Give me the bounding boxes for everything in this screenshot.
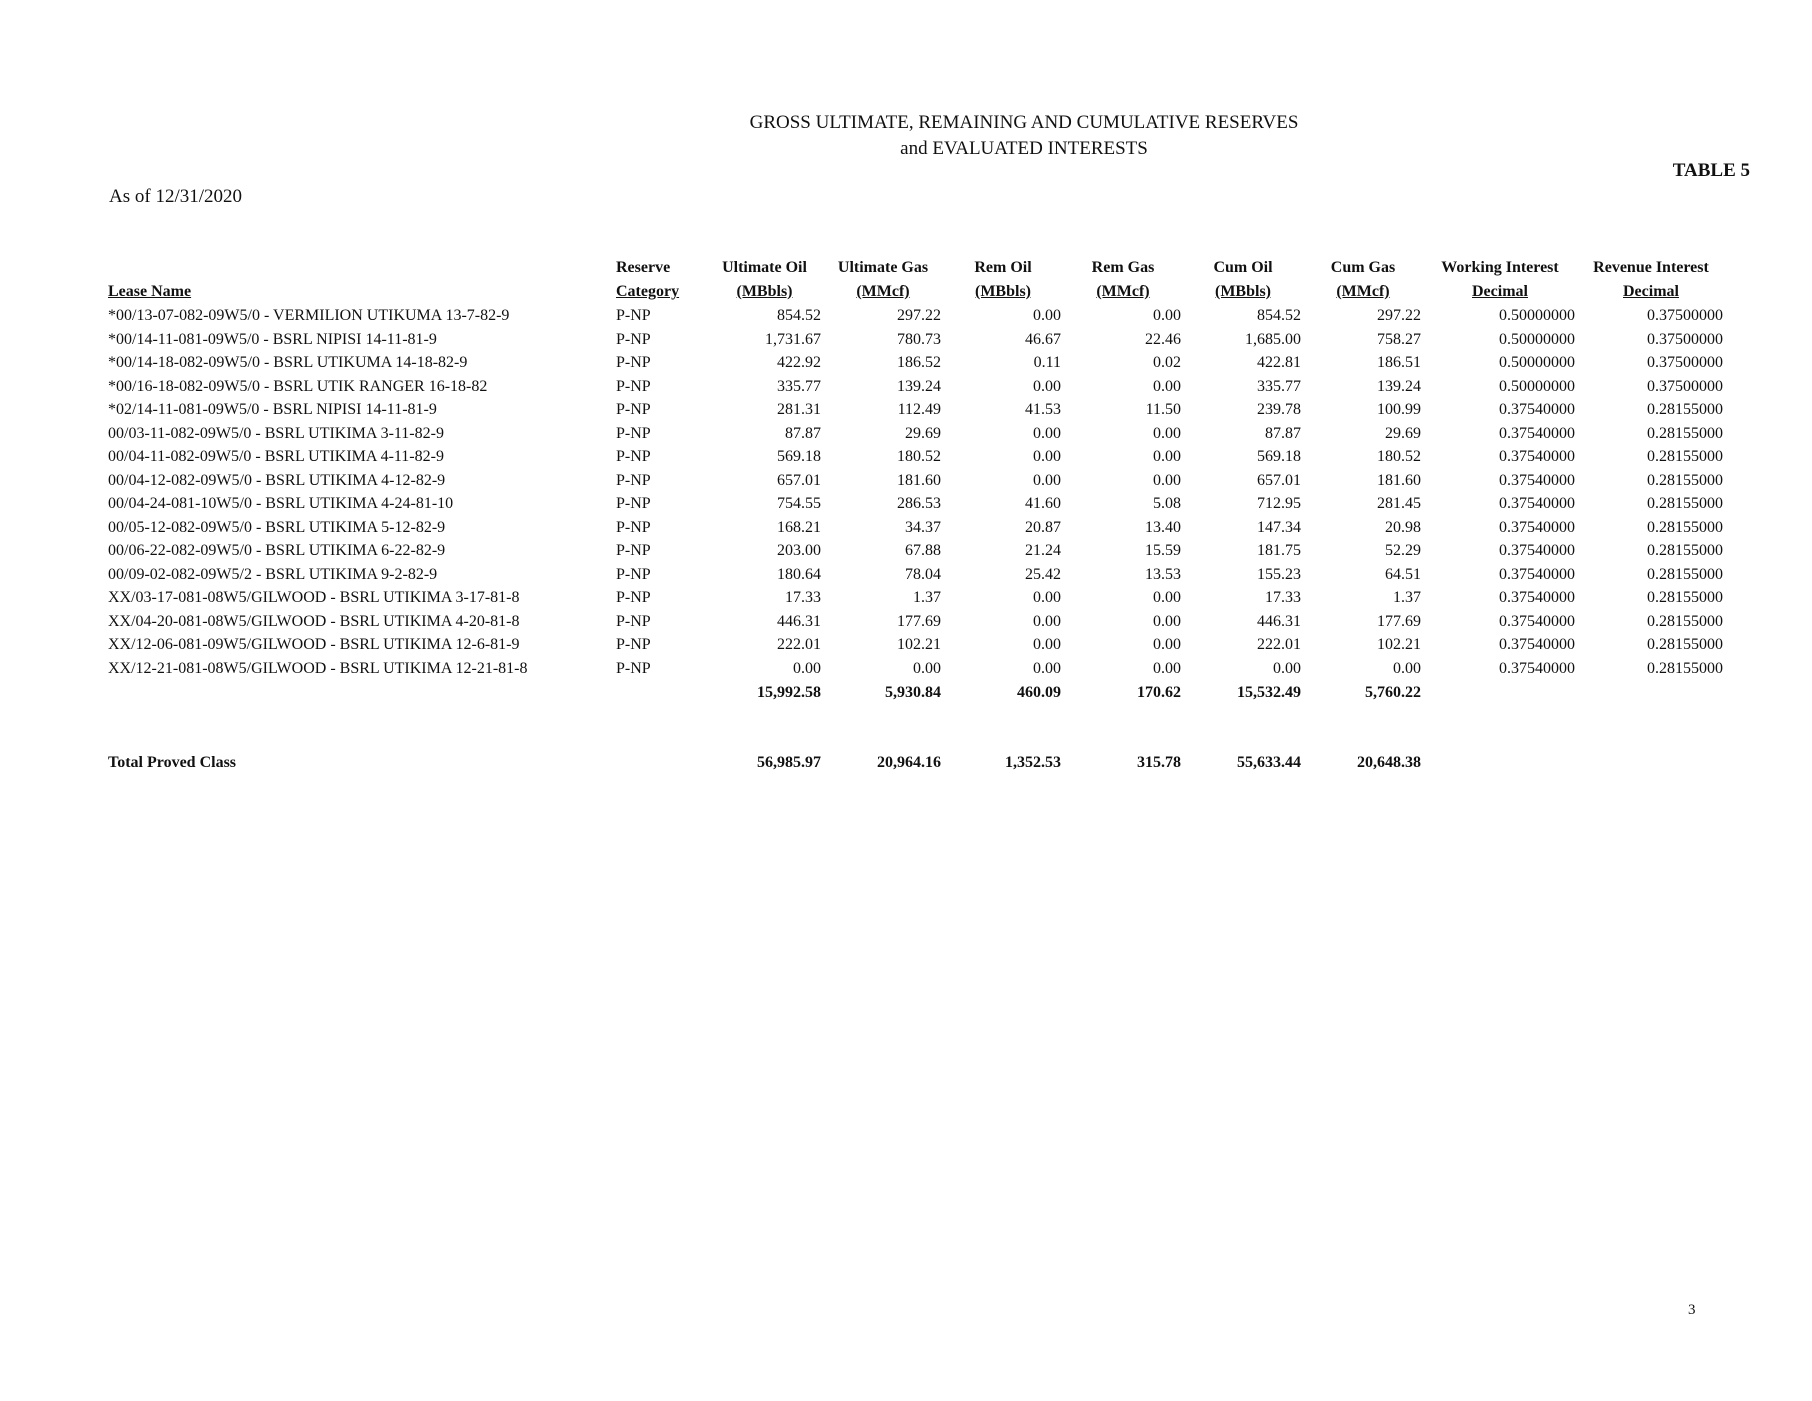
reserve-category-cell: P-NP xyxy=(616,424,651,442)
ultimate-gas-cell: 67.88 xyxy=(905,542,941,559)
col-rem-gas-top: Rem Gas xyxy=(1091,259,1155,276)
table-row xyxy=(106,304,1725,328)
ultimate-gas-cell: 34.37 xyxy=(905,518,941,536)
ultimate-gas-cell: 177.69 xyxy=(897,612,941,630)
ultimate-oil-cell: 180.64 xyxy=(777,565,821,583)
lease-name-cell: *00/16-18-082-09W5/0 - BSRL UTIK RANGER 16-18-82 xyxy=(108,377,488,395)
title-line-2: and EVALUATED INTERESTS xyxy=(900,138,1148,159)
total-cum-oil: 55,633.44 xyxy=(1237,754,1301,771)
lease-name-cell: *00/14-18-082-09W5/0 - BSRL UTIKUMA 14-18-82-9 xyxy=(108,354,468,371)
cum-oil-cell: 222.01 xyxy=(1257,636,1301,653)
ultimate-oil-cell: 446.31 xyxy=(777,612,821,630)
table-row xyxy=(106,492,1725,516)
rem-gas-cell: 0.00 xyxy=(1153,424,1181,442)
working-interest-cell: 0.37540000 xyxy=(1499,589,1575,606)
table-row xyxy=(106,633,1725,657)
ultimate-oil-cell: 1,731.67 xyxy=(765,330,821,348)
reserve-category-cell: P-NP xyxy=(616,495,651,512)
lease-name-cell: 00/05-12-082-09W5/0 - BSRL UTIKIMA 5-12-82-9 xyxy=(108,518,446,536)
rem-oil-cell: 0.00 xyxy=(1033,612,1061,630)
cum-gas-cell: 1.37 xyxy=(1393,589,1421,606)
ultimate-oil-cell: 281.31 xyxy=(777,401,821,418)
ultimate-gas-cell: 297.22 xyxy=(897,307,941,324)
ultimate-gas-cell: 78.04 xyxy=(905,565,941,583)
reserve-category-cell: P-NP xyxy=(616,377,651,395)
total-label: Total Proved Class xyxy=(108,754,237,771)
rem-oil-cell: 41.60 xyxy=(1025,495,1061,512)
total-ult-gas: 20,964.16 xyxy=(877,754,941,771)
total-row xyxy=(106,750,1725,776)
page-number: 3 xyxy=(1688,1302,1696,1318)
ultimate-gas-cell: 1.37 xyxy=(913,589,941,606)
working-interest-cell: 0.50000000 xyxy=(1499,307,1575,324)
revenue-interest-cell: 0.37500000 xyxy=(1647,307,1723,324)
ultimate-gas-cell: 29.69 xyxy=(905,424,941,442)
lease-name-cell: 00/04-12-082-09W5/0 - BSRL UTIKIMA 4-12-82-9 xyxy=(108,471,446,489)
rem-oil-cell: 0.00 xyxy=(1033,659,1061,677)
working-interest-cell: 0.37540000 xyxy=(1499,612,1575,630)
rem-gas-cell: 13.40 xyxy=(1145,518,1181,536)
rem-gas-cell: 0.00 xyxy=(1153,471,1181,489)
subtotal-row xyxy=(106,680,1725,706)
reserve-category-cell: P-NP xyxy=(616,589,651,606)
cum-oil-cell: 1,685.00 xyxy=(1245,330,1301,348)
col-ri-top: Revenue Interest xyxy=(1593,259,1709,276)
cum-oil-cell: 181.75 xyxy=(1257,542,1301,559)
working-interest-cell: 0.37540000 xyxy=(1499,448,1575,465)
lease-name-cell: 00/04-11-082-09W5/0 - BSRL UTIKIMA 4-11-82-9 xyxy=(108,448,444,465)
lease-name-cell: *02/14-11-081-09W5/0 - BSRL NIPISI 14-11-81-9 xyxy=(108,401,437,418)
cum-gas-cell: 180.52 xyxy=(1377,448,1421,465)
col-cum-oil-unit: (MBbls) xyxy=(1215,283,1271,300)
table-row xyxy=(106,398,1725,422)
cum-gas-cell: 29.69 xyxy=(1385,424,1421,442)
cum-gas-cell: 20.98 xyxy=(1385,518,1421,536)
reserve-category-cell: P-NP xyxy=(616,471,651,489)
subtotal-rem-gas: 170.62 xyxy=(1137,684,1181,701)
rem-gas-cell: 5.08 xyxy=(1153,495,1181,512)
cum-oil-cell: 657.01 xyxy=(1257,471,1301,489)
lease-name-cell: *00/14-11-081-09W5/0 - BSRL NIPISI 14-11-81-9 xyxy=(108,330,437,348)
revenue-interest-cell: 0.28155000 xyxy=(1647,612,1723,630)
rem-gas-cell: 0.00 xyxy=(1153,448,1181,465)
reserve-category-cell: P-NP xyxy=(616,659,651,677)
rem-gas-cell: 0.00 xyxy=(1153,612,1181,630)
reserves-table xyxy=(106,256,1725,776)
ultimate-oil-cell: 854.52 xyxy=(777,307,821,324)
cum-oil-cell: 446.31 xyxy=(1257,612,1301,630)
rem-oil-cell: 0.00 xyxy=(1033,636,1061,653)
rem-oil-cell: 0.00 xyxy=(1033,448,1061,465)
reserve-category-cell: P-NP xyxy=(616,354,651,371)
rem-oil-cell: 0.00 xyxy=(1033,307,1061,324)
ultimate-oil-cell: 657.01 xyxy=(777,471,821,489)
cum-oil-cell: 569.18 xyxy=(1257,448,1301,465)
rem-oil-cell: 0.11 xyxy=(1033,354,1061,371)
ultimate-oil-cell: 17.33 xyxy=(785,589,821,606)
reserve-category-cell: P-NP xyxy=(616,401,651,418)
table-row xyxy=(106,445,1725,469)
ultimate-oil-cell: 422.92 xyxy=(777,354,821,371)
revenue-interest-cell: 0.28155000 xyxy=(1647,659,1723,677)
table-row xyxy=(106,516,1725,540)
col-wi-top: Working Interest xyxy=(1441,259,1559,276)
title-line-1: GROSS ULTIMATE, REMAINING AND CUMULATIVE RESERVES xyxy=(749,112,1299,133)
cum-gas-cell: 758.27 xyxy=(1377,330,1421,348)
table-row xyxy=(106,328,1725,352)
reserve-category-cell: P-NP xyxy=(616,612,651,630)
cum-gas-cell: 281.45 xyxy=(1377,495,1421,512)
table-label: TABLE 5 xyxy=(1672,160,1750,181)
col-category-top: Reserve xyxy=(616,259,671,276)
rem-oil-cell: 21.24 xyxy=(1025,542,1061,559)
revenue-interest-cell: 0.28155000 xyxy=(1647,542,1723,559)
working-interest-cell: 0.37540000 xyxy=(1499,495,1575,512)
lease-name-cell: 00/09-02-082-09W5/2 - BSRL UTIKIMA 9-2-82-9 xyxy=(108,565,438,583)
col-cum-gas-unit: (MMcf) xyxy=(1336,283,1390,300)
reserve-category-cell: P-NP xyxy=(616,636,651,653)
rem-gas-cell: 0.00 xyxy=(1153,589,1181,606)
cum-gas-cell: 64.51 xyxy=(1385,565,1421,583)
reserve-category-cell: P-NP xyxy=(616,330,651,348)
lease-name-cell: XX/04-20-081-08W5/GILWOOD - BSRL UTIKIMA 4-20-81-8 xyxy=(108,612,520,630)
working-interest-cell: 0.37540000 xyxy=(1499,542,1575,559)
reserve-category-cell: P-NP xyxy=(616,565,651,583)
revenue-interest-cell: 0.28155000 xyxy=(1647,589,1723,606)
cum-gas-cell: 52.29 xyxy=(1385,542,1421,559)
rem-gas-cell: 0.02 xyxy=(1153,354,1181,371)
col-ult-gas-top: Ultimate Gas xyxy=(837,259,929,276)
rem-oil-cell: 25.42 xyxy=(1025,565,1061,583)
ultimate-gas-cell: 780.73 xyxy=(897,330,941,348)
total-cum-gas: 20,648.38 xyxy=(1357,754,1421,771)
rem-oil-cell: 0.00 xyxy=(1033,589,1061,606)
table-row xyxy=(106,539,1725,563)
working-interest-cell: 0.37540000 xyxy=(1499,565,1575,583)
col-cum-gas-top: Cum Gas xyxy=(1330,259,1396,276)
rem-gas-cell: 0.00 xyxy=(1153,659,1181,677)
table-row xyxy=(106,375,1725,399)
cum-oil-cell: 239.78 xyxy=(1257,401,1301,418)
subtotal-rem-oil: 460.09 xyxy=(1017,684,1061,701)
working-interest-cell: 0.37540000 xyxy=(1499,659,1575,677)
header-row-bottom xyxy=(106,280,1725,304)
working-interest-cell: 0.50000000 xyxy=(1499,354,1575,371)
cum-oil-cell: 854.52 xyxy=(1257,307,1301,324)
col-rem-oil-top: Rem Oil xyxy=(974,259,1032,276)
col-lease-top xyxy=(106,256,614,280)
table-row xyxy=(106,469,1725,493)
working-interest-cell: 0.50000000 xyxy=(1499,330,1575,348)
rem-gas-cell: 22.46 xyxy=(1145,330,1181,348)
rem-oil-cell: 41.53 xyxy=(1025,401,1061,418)
revenue-interest-cell: 0.28155000 xyxy=(1647,448,1723,465)
lease-name-cell: 00/03-11-082-09W5/0 - BSRL UTIKIMA 3-11-82-9 xyxy=(108,424,444,442)
ultimate-oil-cell: 0.00 xyxy=(793,659,821,677)
col-cum-oil-top: Cum Oil xyxy=(1213,259,1273,276)
revenue-interest-cell: 0.28155000 xyxy=(1647,636,1723,653)
cum-gas-cell: 181.60 xyxy=(1377,471,1421,489)
ultimate-oil-cell: 754.55 xyxy=(777,495,821,512)
ultimate-oil-cell: 168.21 xyxy=(777,518,821,536)
ultimate-gas-cell: 139.24 xyxy=(897,377,941,395)
working-interest-cell: 0.37540000 xyxy=(1499,424,1575,442)
cum-oil-cell: 17.33 xyxy=(1265,589,1301,606)
lease-name-cell: *00/13-07-082-09W5/0 - VERMILION UTIKUMA 13-7-82-9 xyxy=(108,307,510,324)
lease-name-cell: XX/12-06-081-09W5/GILWOOD - BSRL UTIKIMA 12-6-81-9 xyxy=(108,636,520,653)
cum-gas-cell: 186.51 xyxy=(1377,354,1421,371)
ultimate-oil-cell: 203.00 xyxy=(777,542,821,559)
rem-gas-cell: 15.59 xyxy=(1145,542,1181,559)
ultimate-gas-cell: 0.00 xyxy=(913,659,941,677)
table-row xyxy=(106,563,1725,587)
working-interest-cell: 0.37540000 xyxy=(1499,636,1575,653)
col-ult-oil-unit: (MBbls) xyxy=(736,283,793,300)
cum-oil-cell: 0.00 xyxy=(1273,659,1301,677)
lease-name-cell: 00/04-24-081-10W5/0 - BSRL UTIKIMA 4-24-81-10 xyxy=(108,495,454,512)
revenue-interest-cell: 0.28155000 xyxy=(1647,471,1723,489)
rem-gas-cell: 0.00 xyxy=(1153,307,1181,324)
revenue-interest-cell: 0.28155000 xyxy=(1647,424,1723,442)
cum-oil-cell: 147.34 xyxy=(1257,518,1301,536)
col-ri-unit: Decimal xyxy=(1623,283,1679,300)
ultimate-oil-cell: 87.87 xyxy=(785,424,821,442)
subtotal-ult-oil: 15,992.58 xyxy=(757,684,821,701)
cum-oil-cell: 155.23 xyxy=(1257,565,1301,583)
ultimate-gas-cell: 286.53 xyxy=(897,495,941,512)
rem-gas-cell: 11.50 xyxy=(1145,401,1181,418)
cum-oil-cell: 422.81 xyxy=(1257,354,1301,371)
ultimate-oil-cell: 335.77 xyxy=(777,377,821,395)
subtotal-cum-oil: 15,532.49 xyxy=(1237,684,1301,701)
working-interest-cell: 0.37540000 xyxy=(1499,518,1575,536)
col-ult-gas-unit: (MMcf) xyxy=(856,283,910,300)
ultimate-gas-cell: 186.52 xyxy=(897,354,941,371)
revenue-interest-cell: 0.28155000 xyxy=(1647,518,1723,536)
revenue-interest-cell: 0.28155000 xyxy=(1647,401,1723,418)
total-rem-oil: 1,352.53 xyxy=(1005,754,1061,771)
subtotal-ult-gas: 5,930.84 xyxy=(885,684,941,701)
ultimate-gas-cell: 181.60 xyxy=(897,471,941,489)
revenue-interest-cell: 0.28155000 xyxy=(1647,495,1723,512)
lease-name-cell: XX/03-17-081-08W5/GILWOOD - BSRL UTIKIMA 3-17-81-8 xyxy=(108,589,520,606)
col-category-header: Category xyxy=(616,283,680,300)
col-ult-oil-top: Ultimate Oil xyxy=(722,259,807,276)
total-ult-oil: 56,985.97 xyxy=(757,754,821,771)
rem-oil-cell: 20.87 xyxy=(1025,518,1061,536)
col-wi-unit: Decimal xyxy=(1472,283,1528,300)
revenue-interest-cell: 0.37500000 xyxy=(1647,330,1723,348)
col-rem-gas-unit: (MMcf) xyxy=(1096,283,1150,300)
revenue-interest-cell: 0.28155000 xyxy=(1647,565,1723,583)
reserve-category-cell: P-NP xyxy=(616,448,651,465)
col-lease-header: Lease Name xyxy=(108,283,192,300)
ultimate-gas-cell: 102.21 xyxy=(897,636,941,653)
cum-oil-cell: 87.87 xyxy=(1265,424,1301,442)
rem-gas-cell: 0.00 xyxy=(1153,636,1181,653)
subtotal-cum-gas: 5,760.22 xyxy=(1365,684,1421,701)
cum-oil-cell: 712.95 xyxy=(1257,495,1301,512)
reserve-category-cell: P-NP xyxy=(616,518,651,536)
table-body xyxy=(106,304,1725,680)
col-rem-oil-unit: (MBbls) xyxy=(975,283,1031,300)
rem-oil-cell: 46.67 xyxy=(1025,330,1061,348)
rem-oil-cell: 0.00 xyxy=(1033,424,1061,442)
cum-gas-cell: 139.24 xyxy=(1377,377,1421,395)
report-title xyxy=(118,110,1812,162)
table-row xyxy=(106,422,1725,446)
reserve-category-cell: P-NP xyxy=(616,307,651,324)
cum-gas-cell: 102.21 xyxy=(1377,636,1421,653)
header-row-top xyxy=(106,256,1725,280)
working-interest-cell: 0.37540000 xyxy=(1499,471,1575,489)
as-of-date: As of 12/31/2020 xyxy=(109,186,242,207)
cum-gas-cell: 297.22 xyxy=(1377,307,1421,324)
revenue-interest-cell: 0.37500000 xyxy=(1647,377,1723,395)
total-rem-gas: 315.78 xyxy=(1137,754,1181,771)
ultimate-oil-cell: 222.01 xyxy=(777,636,821,653)
revenue-interest-cell: 0.37500000 xyxy=(1647,354,1723,371)
rem-oil-cell: 0.00 xyxy=(1033,377,1061,395)
rem-oil-cell: 0.00 xyxy=(1033,471,1061,489)
reserve-category-cell: P-NP xyxy=(616,542,651,559)
table-row xyxy=(106,351,1725,375)
working-interest-cell: 0.37540000 xyxy=(1499,401,1575,418)
rem-gas-cell: 13.53 xyxy=(1145,565,1181,583)
table-row xyxy=(106,657,1725,681)
working-interest-cell: 0.50000000 xyxy=(1499,377,1575,395)
cum-gas-cell: 0.00 xyxy=(1393,659,1421,677)
lease-name-cell: 00/06-22-082-09W5/0 - BSRL UTIKIMA 6-22-82-9 xyxy=(108,542,446,559)
table-row xyxy=(106,610,1725,634)
ultimate-gas-cell: 180.52 xyxy=(897,448,941,465)
ultimate-gas-cell: 112.49 xyxy=(897,401,941,418)
rem-gas-cell: 0.00 xyxy=(1153,377,1181,395)
cum-oil-cell: 335.77 xyxy=(1257,377,1301,395)
cum-gas-cell: 100.99 xyxy=(1377,401,1421,418)
lease-name-cell: XX/12-21-081-08W5/GILWOOD - BSRL UTIKIMA 12-21-81-8 xyxy=(108,659,528,677)
table-row xyxy=(106,586,1725,610)
ultimate-oil-cell: 569.18 xyxy=(777,448,821,465)
cum-gas-cell: 177.69 xyxy=(1377,612,1421,630)
